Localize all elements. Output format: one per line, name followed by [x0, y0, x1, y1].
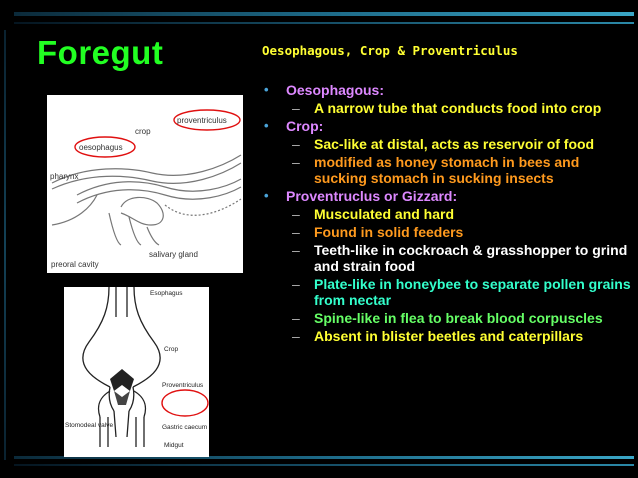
- label-crop: Crop: [164, 346, 179, 353]
- sub-bullet: [262, 276, 632, 308]
- proventriculus-svg: [64, 287, 209, 457]
- label-preoral-cavity: preoral cavity: [51, 260, 99, 269]
- label-oesophagus: oesophagus: [79, 143, 123, 152]
- slide-subtitle: Oesophagous, Crop & Proventriculus: [262, 43, 518, 58]
- sub-bullet-text: Spine-like in flea to break blood corpuscles: [314, 310, 603, 326]
- dash-icon: –: [292, 154, 300, 170]
- left-decor-bar: [4, 30, 6, 460]
- sub-bullet: [262, 136, 632, 152]
- sub-bullet-text: A narrow tube that conducts food into crop: [314, 100, 602, 116]
- label-pharynx: pharynx: [50, 172, 79, 181]
- dash-icon: –: [292, 242, 300, 258]
- sub-bullet: [262, 310, 632, 326]
- bullet-label: Oesophagous:: [286, 82, 385, 98]
- sub-bullet: [262, 328, 632, 344]
- label-salivary-gland: salivary gland: [149, 250, 198, 259]
- dash-icon: –: [292, 276, 300, 292]
- sub-bullet-text: modified as honey stomach in bees and sucking stomach in sucking insects: [314, 154, 580, 186]
- label-proventriculus: Proventriculus: [162, 382, 204, 389]
- label-midgut: Midgut: [164, 442, 184, 449]
- bullet-label: Crop:: [286, 118, 324, 134]
- top-decor-bar: [14, 12, 634, 16]
- sub-bullet-text: Found in solid feeders: [314, 224, 464, 240]
- label-stomodeal-valve: Stomodeal valve: [65, 422, 114, 429]
- sub-bullet-text: Absent in blister beetles and caterpillars: [314, 328, 584, 344]
- bullet-label: Proventruclus or Gizzard:: [286, 188, 458, 204]
- dash-icon: –: [292, 310, 300, 326]
- sub-bullet: [262, 206, 632, 222]
- bottom-decor-bar-thin: [14, 464, 634, 466]
- proventriculus-diagram-front-view: [64, 287, 209, 457]
- slide-title: Foregut: [37, 34, 164, 71]
- bullet-oesophagous: [262, 82, 632, 98]
- foregut-diagram-side-view: [47, 95, 243, 273]
- dash-icon: –: [292, 206, 300, 222]
- bullet-crop: [262, 118, 632, 134]
- sub-bullet: [262, 242, 632, 274]
- dash-icon: –: [292, 136, 300, 152]
- sub-bullet: [262, 100, 632, 116]
- bullet-dot-icon: •: [264, 118, 269, 133]
- dash-icon: –: [292, 224, 300, 240]
- bullet-dot-icon: •: [264, 82, 269, 97]
- dash-icon: –: [292, 100, 300, 116]
- bullet-dot-icon: •: [264, 188, 269, 203]
- sub-bullet: [262, 154, 632, 186]
- bullet-proventriculus: [262, 188, 632, 204]
- bullet-list: [262, 80, 632, 344]
- sub-bullet-text: Musculated and hard: [314, 206, 455, 222]
- foregut-side-svg: [47, 95, 243, 273]
- sub-bullet-text: Teeth-like in cockroach & grasshopper to grind and strain food: [314, 242, 628, 274]
- label-crop: crop: [135, 127, 151, 136]
- sub-bullet-text: Sac-like at distal, acts as reservoir of food: [314, 136, 595, 152]
- sub-bullet-text: Plate-like in honeybee to separate pollen grains from nectar: [314, 276, 631, 308]
- top-decor-bar-thin: [14, 22, 634, 24]
- sub-bullet: [262, 224, 632, 240]
- label-esophagus: Esophagus: [150, 290, 183, 297]
- label-gastric-caecum: Gastric caecum: [162, 424, 208, 431]
- label-proventriculus: proventriculus: [177, 116, 227, 125]
- dash-icon: –: [292, 328, 300, 344]
